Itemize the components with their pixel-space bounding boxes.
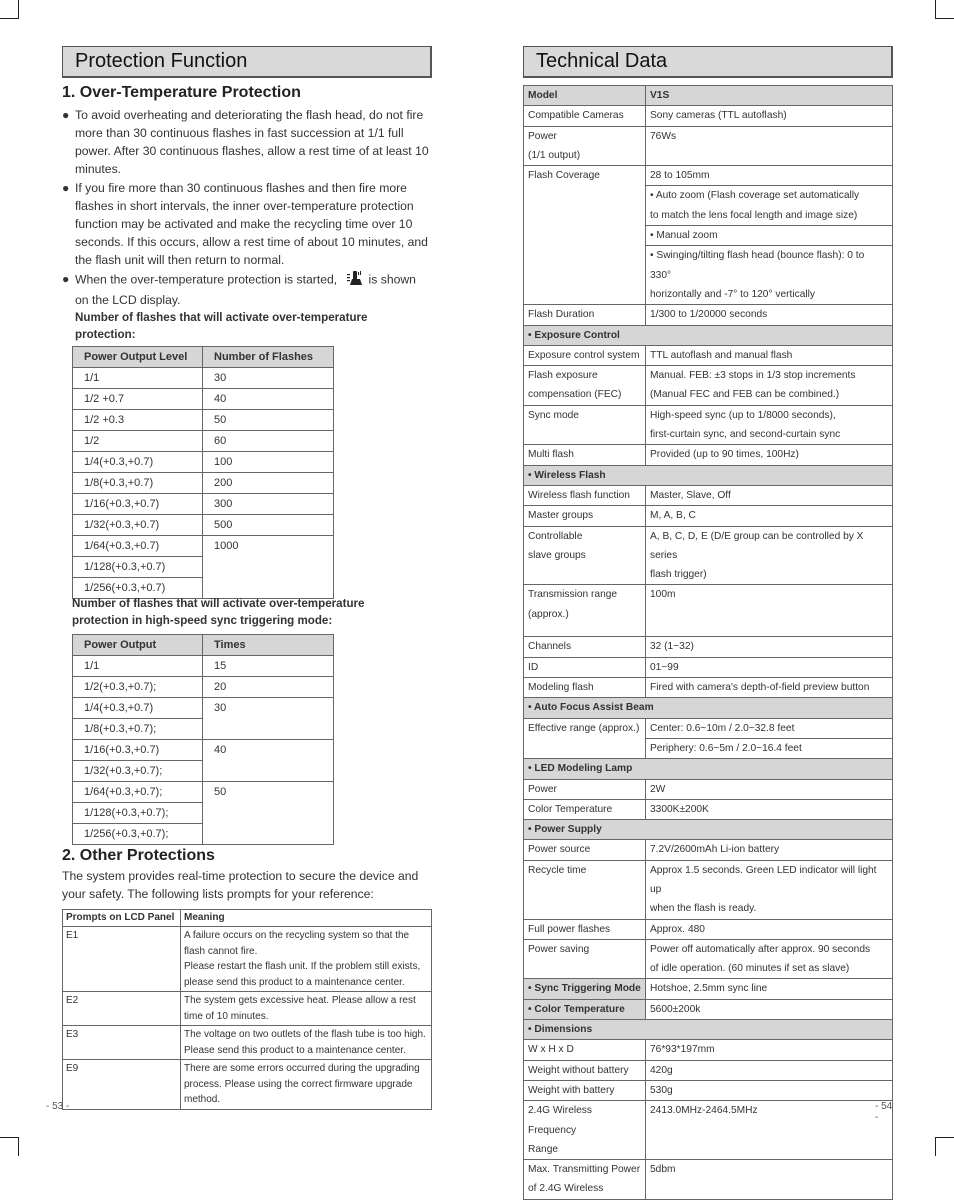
- table-row: [73, 782, 334, 803]
- spec-label-cell: • Color Temperature: [524, 999, 646, 1019]
- spec-value-cell: 2W: [646, 779, 893, 799]
- spec-value-cell: • Auto zoom (Flash coverage set automatically to match the lens focal length and image size): [646, 186, 893, 226]
- table-row: [73, 389, 334, 410]
- power-level-cell: 1/16(+0.3,+0.7): [73, 494, 203, 515]
- tech-data-table: [523, 85, 893, 1200]
- spec-row: [524, 506, 893, 526]
- spec-row: [524, 166, 893, 186]
- spec-row: [524, 860, 893, 919]
- header-cell: Power Output Level: [73, 347, 203, 368]
- table-row: [63, 927, 432, 992]
- spec-label-cell: W x H x D: [524, 1040, 646, 1060]
- spec-row: [524, 1101, 893, 1160]
- header-cell: Number of Flashes: [203, 347, 334, 368]
- table-row: [73, 656, 334, 677]
- spec-label-cell: 2.4G Wireless Frequency Range: [524, 1101, 646, 1160]
- spec-row: [524, 698, 893, 718]
- spec-value-cell: High-speed sync (up to 1/8000 seconds), first-curtain sync, and second-curtain sync: [646, 405, 893, 445]
- table-header-row: [73, 635, 334, 656]
- spec-row: [524, 86, 893, 106]
- spec-category-cell: • Wireless Flash: [524, 465, 893, 485]
- table-row: [73, 368, 334, 389]
- power-output-cell: 1/128(+0.3,+0.7);: [73, 803, 203, 824]
- spec-row: [524, 325, 893, 345]
- spec-value-cell: • Swinging/tilting flash head (bounce flash): 0 to 330° horizontally and -7° to 120° vertically: [646, 246, 893, 305]
- spec-label-cell: Exposure control system: [524, 345, 646, 365]
- spec-row: [524, 345, 893, 365]
- power-output-cell: 1/256(+0.3,+0.7);: [73, 824, 203, 845]
- spec-row: [524, 637, 893, 657]
- spec-value-cell: 1/300 to 1/20000 seconds: [646, 305, 893, 325]
- spec-value-cell: M, A, B, C: [646, 506, 893, 526]
- flash-count-cell: 100: [203, 452, 334, 473]
- power-output-cell: 1/2(+0.3,+0.7);: [73, 677, 203, 698]
- spec-value-cell: 28 to 105mm: [646, 166, 893, 186]
- hss-times-table: [72, 634, 334, 845]
- spec-value-cell: 01~99: [646, 657, 893, 677]
- note-flash-count: Number of flashes that will activate over-temperature protection:: [75, 311, 368, 341]
- flash-count-cell: 60: [203, 431, 334, 452]
- spec-row: [524, 1040, 893, 1060]
- spec-value-cell: 3300K±200K: [646, 799, 893, 819]
- spec-row: [524, 759, 893, 779]
- power-output-cell: 1/4(+0.3,+0.7): [73, 698, 203, 719]
- spec-value-cell: 100m: [646, 585, 893, 637]
- prompt-code-cell: E3: [63, 1026, 181, 1060]
- spec-label-cell: Flash exposure compensation (FEC): [524, 366, 646, 406]
- table-row: [73, 740, 334, 761]
- spec-value-cell: TTL autoflash and manual flash: [646, 345, 893, 365]
- flash-count-cell: 40: [203, 389, 334, 410]
- spec-row: [524, 1020, 893, 1040]
- prompt-meaning-cell: The system gets excessive heat. Please allow a rest time of 10 minutes.: [181, 992, 432, 1026]
- spec-row: [524, 718, 893, 738]
- table-row: [73, 515, 334, 536]
- table-row: [73, 473, 334, 494]
- header-cell: Meaning: [181, 910, 432, 927]
- table-row: [73, 452, 334, 473]
- spec-label-cell: Compatible Cameras: [524, 106, 646, 126]
- flash-count-cell: 1000: [203, 536, 334, 599]
- page-title: Technical Data: [536, 50, 668, 72]
- spec-value-cell: 5dbm: [646, 1160, 893, 1200]
- spec-value-cell: Manual. FEB: ±3 stops in 1/3 stop increments (Manual FEC and FEB can be combined.): [646, 366, 893, 406]
- power-output-cell: 1/1: [73, 656, 203, 677]
- spec-label-cell: Full power flashes: [524, 919, 646, 939]
- spec-label-cell: Multi flash: [524, 445, 646, 465]
- spec-category-cell: • LED Modeling Lamp: [524, 759, 893, 779]
- spec-value-cell: Periphery: 0.6~5m / 2.0~16.4 feet: [646, 738, 893, 758]
- spec-label-cell: Modeling flash: [524, 678, 646, 698]
- over-temp-bullets: [62, 106, 432, 310]
- spec-row: [524, 465, 893, 485]
- spec-value-cell: A, B, C, D, E (D/E group can be controlled by X series flash trigger): [646, 526, 893, 585]
- spec-row: [524, 526, 893, 585]
- spec-row: [524, 1080, 893, 1100]
- prompt-code-cell: E2: [63, 992, 181, 1026]
- times-cell: 30: [203, 698, 334, 740]
- bullet-item: ● To avoid overheating and deteriorating the flash head, do not fire more than 30 continuous flashes in fast succession at 1/1 full power. After 30 continuous flashes, allow a rest time of at least 10 minutes.: [62, 108, 429, 176]
- spec-value-cell: V1S: [646, 86, 893, 106]
- spec-label-cell: Model: [524, 86, 646, 106]
- header-cell: Power Output: [73, 635, 203, 656]
- bullet-item: ● When the over-temperature protection is started, is shown on the LCD display.: [62, 272, 416, 307]
- table-row: [63, 1026, 432, 1060]
- spec-row: [524, 799, 893, 819]
- spec-label-cell: Flash Coverage: [524, 166, 646, 305]
- power-level-cell: 1/256(+0.3,+0.7): [73, 578, 203, 599]
- spec-category-cell: • Dimensions: [524, 1020, 893, 1040]
- spec-label-cell: Power: [524, 779, 646, 799]
- power-level-cell: 1/1: [73, 368, 203, 389]
- flash-count-cell: 300: [203, 494, 334, 515]
- power-level-cell: 1/4(+0.3,+0.7): [73, 452, 203, 473]
- power-output-cell: 1/64(+0.3,+0.7);: [73, 782, 203, 803]
- spec-label-cell: Power (1/1 output): [524, 126, 646, 166]
- table-row: [63, 1060, 432, 1110]
- section-heading-over-temp: 1. Over-Temperature Protection: [62, 84, 301, 101]
- spec-row: [524, 779, 893, 799]
- spec-label-cell: Channels: [524, 637, 646, 657]
- spec-value-cell: 76*93*197mm: [646, 1040, 893, 1060]
- power-level-cell: 1/128(+0.3,+0.7): [73, 557, 203, 578]
- spec-value-cell: Hotshoe, 2.5mm sync line: [646, 979, 893, 999]
- spec-label-cell: Controllable slave groups: [524, 526, 646, 585]
- spec-row: [524, 919, 893, 939]
- spec-label-cell: Power source: [524, 840, 646, 860]
- flash-count-cell: 50: [203, 410, 334, 431]
- table-row: [73, 698, 334, 719]
- prompt-code-cell: E9: [63, 1060, 181, 1110]
- crop-mark-top-left: [0, 0, 19, 19]
- spec-label-cell: Wireless flash function: [524, 485, 646, 505]
- spec-row: [524, 678, 893, 698]
- spec-value-cell: 76Ws: [646, 126, 893, 166]
- spec-value-cell: Approx 1.5 seconds. Green LED indicator will light up when the flash is ready.: [646, 860, 893, 919]
- power-level-cell: 1/2: [73, 431, 203, 452]
- spec-value-cell: Approx. 480: [646, 919, 893, 939]
- table-row: [73, 494, 334, 515]
- crop-mark-bottom-right: [935, 1137, 954, 1156]
- spec-row: [524, 445, 893, 465]
- power-level-cell: 1/8(+0.3,+0.7): [73, 473, 203, 494]
- spec-value-cell: Power off automatically after approx. 90 seconds of idle operation. (60 minutes if set as slave): [646, 939, 893, 979]
- spec-row: [524, 106, 893, 126]
- spec-row: [524, 485, 893, 505]
- lcd-prompts-table: [62, 909, 432, 1110]
- times-cell: 40: [203, 740, 334, 782]
- spec-row: [524, 939, 893, 979]
- spec-value-cell: Provided (up to 90 times, 100Hz): [646, 445, 893, 465]
- prompt-meaning-cell: A failure occurs on the recycling system so that the flash cannot fire. Please restart the flash unit. If the problem still exists, please send this product to a maintenance center.: [181, 927, 432, 992]
- power-output-cell: 1/8(+0.3,+0.7);: [73, 719, 203, 740]
- times-cell: 20: [203, 677, 334, 698]
- spec-row: [524, 999, 893, 1019]
- spec-value-cell: Fired with camera's depth-of-field preview button: [646, 678, 893, 698]
- spec-value-cell: 5600±200k: [646, 999, 893, 1019]
- page-number-left: - 53 -: [46, 1101, 70, 1112]
- spec-row: [524, 820, 893, 840]
- spec-label-cell: Master groups: [524, 506, 646, 526]
- spec-row: [524, 585, 893, 637]
- header-cell: Prompts on LCD Panel: [63, 910, 181, 927]
- flash-count-cell: 500: [203, 515, 334, 536]
- prompt-meaning-cell: There are some errors occurred during the upgrading process. Please using the correct firmware upgrade method.: [181, 1060, 432, 1110]
- spec-row: [524, 1160, 893, 1200]
- flash-count-cell: 200: [203, 473, 334, 494]
- spec-row: [524, 1060, 893, 1080]
- table-header-row: [63, 910, 432, 927]
- spec-value-cell: • Manual zoom: [646, 226, 893, 246]
- spec-row: [524, 305, 893, 325]
- section-heading-other: 2. Other Protections: [62, 847, 215, 864]
- spec-label-cell: Recycle time: [524, 860, 646, 919]
- spec-row: [524, 405, 893, 445]
- bullet-item: ● If you fire more than 30 continuous flashes and then fire more flashes in short intervals, the inner over-temperature protection function may be activated and make the recycling time over 10 seconds. If this occurs, allow a rest time of about 10 minutes, and the flash unit will then return to normal.: [62, 181, 428, 267]
- spec-category-cell: • Exposure Control: [524, 325, 893, 345]
- page-number-right: - 54 -: [875, 1101, 893, 1123]
- note-hss-flash-count: Number of flashes that will activate over-temperature protection in high-speed sync triggering mode:: [72, 597, 365, 627]
- spec-label-cell: Effective range (approx.): [524, 718, 646, 759]
- spec-label-cell: Flash Duration: [524, 305, 646, 325]
- spec-value-cell: 530g: [646, 1080, 893, 1100]
- power-level-cell: 1/2 +0.3: [73, 410, 203, 431]
- spec-label-cell: Weight with battery: [524, 1080, 646, 1100]
- spec-label-cell: Power saving: [524, 939, 646, 979]
- times-cell: 15: [203, 656, 334, 677]
- spec-value-cell: Sony cameras (TTL autoflash): [646, 106, 893, 126]
- flash-count-cell: 30: [203, 368, 334, 389]
- spec-value-cell: 7.2V/2600mAh Li-ion battery: [646, 840, 893, 860]
- page-title: Protection Function: [75, 50, 248, 72]
- prompt-meaning-cell: The voltage on two outlets of the flash tube is too high. Please send this product to a maintenance center.: [181, 1026, 432, 1060]
- spec-row: [524, 126, 893, 166]
- table-header-row: [73, 347, 334, 368]
- power-output-cell: 1/16(+0.3,+0.7): [73, 740, 203, 761]
- spec-label-cell: Transmission range (approx.): [524, 585, 646, 637]
- spec-value-cell: 32 (1~32): [646, 637, 893, 657]
- flash-count-table: [72, 346, 334, 599]
- table-row: [63, 992, 432, 1026]
- spec-value-cell: Master, Slave, Off: [646, 485, 893, 505]
- spec-label-cell: Color Temperature: [524, 799, 646, 819]
- spec-label-cell: ID: [524, 657, 646, 677]
- section-title-bar: [523, 46, 893, 78]
- spec-value-cell: 420g: [646, 1060, 893, 1080]
- spec-category-cell: • Power Supply: [524, 820, 893, 840]
- table-row: [73, 410, 334, 431]
- table-row: [73, 536, 334, 557]
- other-protections-text: The system provides real-time protection to secure the device and your safety. The following lists prompts for your reference:: [62, 869, 419, 901]
- spec-row: [524, 366, 893, 406]
- spec-value-cell: 2413.0MHz-2464.5MHz: [646, 1101, 893, 1160]
- spec-row: [524, 840, 893, 860]
- section-title-bar: [62, 46, 432, 78]
- spec-row: [524, 979, 893, 999]
- thermometer-warning-icon: [346, 270, 364, 291]
- crop-mark-top-right: [935, 0, 954, 19]
- spec-category-cell: • Auto Focus Assist Beam: [524, 698, 893, 718]
- crop-mark-bottom-left: [0, 1137, 19, 1156]
- table-row: [73, 431, 334, 452]
- spec-value-cell: Center: 0.6~10m / 2.0~32.8 feet: [646, 718, 893, 738]
- spec-row: [524, 657, 893, 677]
- spec-label-cell: Sync mode: [524, 405, 646, 445]
- prompt-code-cell: E1: [63, 927, 181, 992]
- spec-label-cell: Max. Transmitting Power of 2.4G Wireless: [524, 1160, 646, 1200]
- power-level-cell: 1/2 +0.7: [73, 389, 203, 410]
- spec-label-cell: • Sync Triggering Mode: [524, 979, 646, 999]
- power-output-cell: 1/32(+0.3,+0.7);: [73, 761, 203, 782]
- power-level-cell: 1/32(+0.3,+0.7): [73, 515, 203, 536]
- times-cell: 50: [203, 782, 334, 845]
- header-cell: Times: [203, 635, 334, 656]
- spec-label-cell: Weight without battery: [524, 1060, 646, 1080]
- power-level-cell: 1/64(+0.3,+0.7): [73, 536, 203, 557]
- table-row: [73, 677, 334, 698]
